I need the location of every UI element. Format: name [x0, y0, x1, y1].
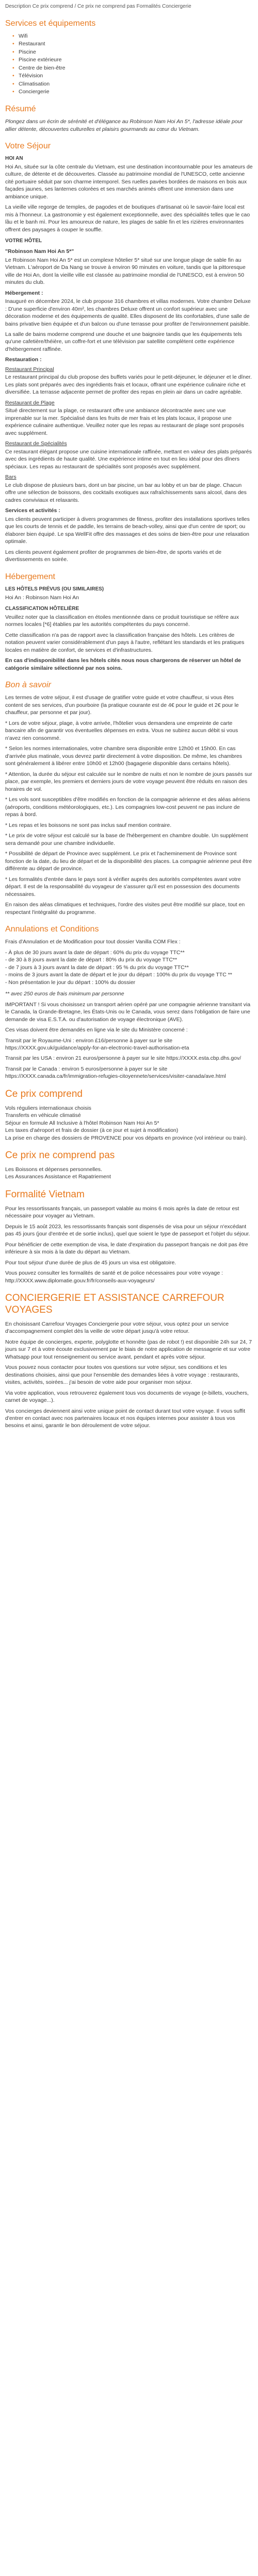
hebergement-label: Hébergement : [5, 290, 43, 296]
bon-a-savoir-title: Bon à savoir [5, 681, 51, 690]
annulations-note: ** avec 250 euros de frais minimum par personne [5, 991, 124, 997]
annulations-intro: Frais d'Annulation et de Modification pour tout dossier Vanilla COM Flex : [5, 939, 181, 945]
classification-emphasis: En cas d'indisponibilité dans les hôtels cités nous nous chargerons de réserver un hôtel de catégorie similaire sélectionné par nos soins. [5, 657, 241, 671]
resume-title: Résumé [5, 104, 36, 113]
hebergement-title: Hébergement [5, 572, 55, 581]
visa-link-uk[interactable]: Transit par le Royaume-Uni : environ £16/personne à payer sur le site https://XXXX.gov.uk/guidance/apply-for-an-electronic-travel-authorisation-eta [5, 1037, 189, 1051]
comprend-item: Séjour en formule All Inclusive à l'hôtel Robinson Nam Hoi An 5* [5, 1120, 159, 1126]
bon-a-savoir-p4: * Attention, la durée du séjour est calculée sur le nombre de nuits et non le nombre de jours passés sur place, par exemple, les premiers et derniers jours de votre voyage peuvent être réduits en raison des horaires de vol. [5, 771, 252, 792]
comprend-item: Vols réguliers internationaux choisis [5, 1105, 91, 1111]
bon-a-savoir-p8: * Possibilité de départ de Province avec supplément. Le prix et l'acheminement de Province sont fonction de la date, du lieu de départ et de la disponibilité des places. La compagnie aérienne peut être différente au départ de province. [5, 851, 252, 872]
ne-comprend-item: Les Assurances Assistance et Rapatriement [5, 1174, 111, 1180]
restaurant-plage-title: Restaurant de Plage [5, 399, 55, 406]
formalite-p3: Pour bénéficier de cette exemption de visa, le date d'expiration du passeport français ne doit pas être inférieure à six mois à la date du départ au Vietnam. [5, 1241, 248, 1256]
service-item: • Climatisation [12, 80, 253, 88]
service-item: • Conciergerie [12, 88, 253, 95]
hotel-name: "Robinson Nam Hoi An 5*" [5, 248, 74, 255]
visa-link-canada[interactable]: Transit par le Canada : environ 5 euros/personne à payer sur le site https://XXXX.canada.ca/fr/immigration-refugies-citoyennete/services/visiter-canada/ave.html [5, 1065, 226, 1080]
annulation-item: - moins de 3 jours avant la date de départ et le jour du départ : 100% du prix du voyage TTC ** [5, 972, 232, 978]
annulation-item: - À plus de 30 jours avant la date de départ : 60% du prix du voyage TTC** [5, 949, 185, 956]
restauration-label: Restauration : [5, 357, 42, 363]
hotels-prevus-label: LES HÔTELS PRÉVUS (OU SIMILAIRES) [5, 586, 104, 592]
hebergement-text-2: La salle de bains moderne comprend une douche et une baignoire tandis que les équipements tels qu'une cafetière/théière, un coffre-fort et une télévision par satellite complètent cette expérience d'hébergement raffinée. [5, 331, 242, 352]
annulation-item: - Non présentation le jour du départ : 100% du dossier [5, 979, 136, 986]
formalite-p2: Depuis le 15 août 2023, les ressortissants français sont dispensés de visa pour un séjour n'excédant pas 45 jours (jour d'entrée et de sortie inclus), quel que soient le type de passeport et l'objet du séjour. [5, 1223, 250, 1238]
service-item: • Centre de bien-être [12, 64, 253, 72]
bon-a-savoir-p5: * Les vols sont susceptibles d'être modifiés en fonction de la compagnie aérienne et des aléas aériens (aéroports, conditions météorologiques, etc.). Les compagnies low-cost peuvent ne pas inclure de repas à bord. [5, 796, 250, 818]
hoi-an-label: HOI AN [5, 156, 23, 162]
restaurant-principal-text: Le restaurant principal du club propose des buffets variés pour le petit-déjeuner, le déjeuner et le dîner. Les plats sont préparés avec des ingrédients frais et locaux, offrant une expérience culinaire riche et diversifiée. La terrasse adjacente permet de profiter des repas en plein air dans un cadre agréable. [5, 374, 252, 396]
hotel-text: Le Robinson Nam Hoi An 5* est un complexe hôtelier 5* situé sur une longue plage de sable fin au Vietnam. L'aéroport de Da Nang se trouve à environ 90 minutes en voiture, tandis que la pittoresque ville de Hoi An, dont la vieille ville est classée au patrimoine mondial de l'UNESCO, est à environ 50 minutes du club. [5, 257, 246, 286]
annulation-item: - de 30 à 8 jours avant la date de départ : 80% du prix du voyage TTC** [5, 957, 178, 963]
bon-a-savoir-p10: En raison des aléas climatiques et techniques, l'ordre des visites peut être modifié sur place, tout en respectant l'intégralité du programme. [5, 902, 245, 916]
classification-text: Veuillez noter que la classification en étoiles mentionnée dans ce produit touristique se réfère aux normes locales [*6] établies par les autorités compétentes du pays concerné. [5, 614, 239, 628]
annulations-visa-intro: Ces visas doivent être demandés en ligne via le site du Ministère concerné : [5, 1027, 188, 1033]
resume-text: Plongez dans un écrin de sérénité et d'élégance au Robinson Nam Hoi An 5*, l'adresse idéale pour allier détente, découvertes culturelles et plaisirs gourmands au cœur du Vietnam. [5, 118, 243, 132]
annulation-item: - de 7 jours à 3 jours avant la date de départ : 95 % du prix du voyage TTC** [5, 964, 189, 971]
formalite-title: Formalité Vietnam [5, 1189, 85, 1200]
hoi-an-text: Hoi An, située sur la côte centrale du Vietnam, est une destination incontournable pour les amateurs de culture, de détente et de découvertes. Classée au patrimoine mondial de l'UNESCO, cette ancienne cité portuaire séduit par son charme intemporel. Ses ruelles pavées bordées de maisons en bois aux façades jaunes, ses lanternes colorées et ses marchés animés offrent une immersion dans une ambiance unique. [5, 164, 253, 200]
restaurant-principal-title: Restaurant Principal [5, 366, 54, 372]
conciergerie-p3: Vous pouvez nous contacter pour toutes vos questions sur votre séjour, ses conditions et les destinations choisies, ainsi que pour l'ensemble des demandes liées à votre voyage : restaurants, visites, activités, soirées... j'ai besoin de votre aide pour organiser mon séjour. [5, 1364, 239, 1386]
bon-a-savoir-p3: * Selon les normes internationales, votre chambre sera disponible entre 12h00 et 15h00. En cas d'arrivée plus matinale, vous devrez partir directement à votre disposition. De même, les chambres sont généralement à libérer entre 10h00 et 12h00 (bagagerie disponible dans certains hôtels). [5, 745, 242, 767]
conciergerie-p4: Via votre application, vous retrouverez également tous vos documents de voyage (e-billets, vouchers, carnet de voyage...). [5, 1389, 249, 1404]
hebergement-text: Inauguré en décembre 2024, le club propose 316 chambres et villas modernes. Votre chambre Deluxe : D'une superficie d'environ 40m², les chambres Deluxe offrent un confort supérieur avec une décoration moderne et des équipements de qualité. Elles disposent de lits confortables, d'une salle de bains privative bien équipée et d'un balcon ou d'une terrasse pour profiter de l'environnement paisible. [5, 298, 251, 327]
comprend-item: Les taxes d'aéroport et frais de dossier (à ce jour et sujet à modification) [5, 1127, 179, 1134]
formalite-p1: Pour les ressortissants français, un passeport valable au moins 6 mois après la date de retour est nécessaire pour voyager au Vietnam. [5, 1205, 239, 1219]
bars-text: Le club dispose de plusieurs bars, dont un bar piscine, un bar au lobby et un bar de plage. Chacun offre une sélection de boissons, des cocktails exotiques aux rafraîchissements sans alcool, dans des cadres conviviaux et relaxants. [5, 482, 247, 503]
restaurant-specialites-text: Ce restaurant élégant propose une cuisine internationale raffinée, mettant en valeur des plats préparés avec des ingrédients de haute qualité. Une expérience intime en tout en lieu idéal pour des dîners spéciaux. Les repas au restaurant de spécialités sont proposés avec supplément. [5, 448, 252, 470]
service-item: • Piscine [12, 48, 253, 56]
services-activites-text: Les clients peuvent participer à divers programmes de fitness, profiter des installations sportives telles que les courts de tennis et de paddle, les terrains de beach-volley, ainsi que d'un centre de sport; ou élaborer bien équipé. Le spa WellFit offre des massages et des soins de bien-être pour une relaxation optimale. [5, 516, 250, 545]
bon-a-savoir-p9: * Les formalités d'entrée dans le pays sont à vérifier auprès des autorités compétentes avant votre départ. Il est de la responsabilité du voyageur de s'assurer qu'il est en possession des documents nécessaires. [5, 876, 241, 897]
service-item: • Wifi [12, 32, 253, 40]
conciergerie-p1: En choisissant Carrefour Voyages Conciergerie pour votre séjour, vous optez pour un service d'accompagnement complet dès la veille de votre départ jusqu'à votre retour. [5, 1320, 229, 1335]
comprend-item: Transferts en véhicule climatisé [5, 1112, 81, 1119]
annulations-list [5, 949, 253, 986]
service-item: • Piscine extérieure [12, 56, 253, 63]
classification-label: CLASSIFICATION HÔTELIÈRE [5, 606, 79, 612]
annulations-important: IMPORTANT ! Si vous choisissez un transport aérien opéré par une compagnie aérienne transitant via le Canada, la Grande-Bretagne, les États-Unis ou le Canada, vous serez dans l'obligation de faire une demande de visa E.S.T.A. ou d'autorisation de voyage électronique (AVE). [5, 1001, 251, 1023]
services-activites-label: Services et activités : [5, 507, 60, 514]
conciergerie-p5: Vos concierges deviennent ainsi votre unique point de contact durant tout votre voyage. Il vous suffit d'entrer en contact avec nos partenaires locaux et nos équipes internes pour assister à tous vos besoins et ainsi, garantir le bon déroulement de votre séjour. [5, 1408, 246, 1429]
service-item: • Télévision [12, 72, 253, 79]
ne-comprend-title: Ce prix ne comprend pas [5, 1150, 115, 1161]
breadcrumb-line: Description Ce prix comprend / Ce prix ne comprend pas Formalités Conciergerie [5, 4, 191, 9]
hotels-prevus-text: Hoi An : Robinson Nam Hoi An [5, 594, 79, 601]
hotel-label: VOTRE HÔTEL [5, 238, 42, 244]
ne-comprend-item: Les Boissons et dépenses personnelles. [5, 1166, 102, 1173]
formalite-p5: Vous pouvez consulter les formalités de santé et de police nécessaires pour votre voyage : http://XXXX.www.diplomatie.gouv.fr/fr/conseils-aux-voyageurs/ [5, 1270, 223, 1284]
hoi-an-text-2: La vieille ville regorge de temples, de pagodes et de boutiques d'artisanat où le savoir-faire local est mis à l'honneur. La gastronomie y est également exceptionnelle, avec des spécialités telles que le cao lầu et le banh mì. Pour les amoureux de nature, les plages de sable fin et les rizières environnantes offrent des paysages à couper le souffle. [5, 204, 250, 233]
conciergerie-p2: Notre équipe de concierges, experte, polyglotte et honnête (pas de robot !) est disponible 24h sur 24, 7 jours sur 7 et à votre écoute exclusivement par le biais de notre application de messagerie et sur votre Whatsapp pour tout renseignement ou service avant, pendant et après votre séjour. [5, 1338, 252, 1360]
services-title: Services et équipements [5, 19, 96, 28]
restaurant-specialites-title: Restaurant de Spécialités [5, 440, 67, 447]
conciergerie-title: CONCIERGERIE ET ASSISTANCE CARREFOUR VOYAGES [5, 1293, 224, 1315]
services-activites-text-2: Les clients peuvent également profiter de programmes de bien-être, de sports variés et de divertissements en soirée. [5, 549, 222, 563]
comprend-list [5, 1105, 253, 1142]
bon-a-savoir-p1: Les termes de votre séjour, il est d'usage de gratifier votre guide et votre chauffeur, si vous êtes content de ses services, d'un pourboire (la pratique courante est de 4€ pour le guide et 2€ pour le chauffeur, par personne et par jour). [5, 694, 239, 716]
ne-comprend-list [5, 1166, 253, 1181]
comprend-title: Ce prix comprend [5, 1088, 83, 1099]
bon-a-savoir-p7: * Le prix de votre séjour est calculé sur la base de l'hébergement en chambre double. Un supplément sera demandé pour une chambre individuelle. [5, 833, 248, 846]
bon-a-savoir-p2: * Lors de votre séjour, plage, à votre arrivée, l'hôtelier vous demandera une empreinte de carte bancaire afin de garantir vos éventuelles dépenses en extra. Vous ne subirez aucun débit si vous n'avez rien consommé. [5, 720, 238, 741]
sejour-title: Votre Séjour [5, 142, 51, 151]
formalite-p4: Pour tout séjour d'une durée de plus de 45 jours un visa est obligatoire. [5, 1259, 176, 1266]
comprend-item: La prise en charge des dossiers de PROVENCE pour vos départs en province (vol intérieur ou train). [5, 1134, 247, 1141]
bon-a-savoir-p6: * Les repas et les boissons ne sont pas inclus sauf mention contraire. [5, 822, 172, 828]
annulations-title: Annulations et Conditions [5, 925, 99, 934]
bars-title: Bars [5, 474, 17, 481]
service-item: • Restaurant [12, 40, 253, 47]
restaurant-plage-text: Situé directement sur la plage, ce restaurant offre une ambiance décontractée avec une vue imprenable sur la mer. Spécialisé dans les fruits de mer frais et les plats locaux, il propose une expérience culinaire authentique. Veuillez noter que les repas au restaurant de plage sont proposés avec supplément. [5, 408, 244, 436]
visa-link-usa[interactable]: Transit par les USA : environ 21 euros/personne à payer sur le site https://XXXX.esta.cbp.dhs.gov/ [5, 1055, 241, 1062]
services-list [5, 32, 253, 96]
classification-text-2: Cette classification n'a pas de rapport avec la classification française des hôtels. Les critères de notation peuvent varier considérablement d'un pays à l'autre, reflétant les standards et les pratiques locales en matière de confort, de services et d'infrastructures. [5, 632, 245, 653]
